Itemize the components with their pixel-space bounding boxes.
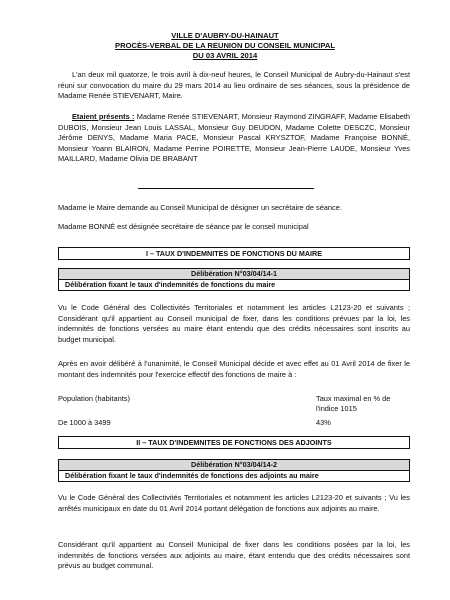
header-town: VILLE D'AUBRY-DU-HAINAUT <box>171 31 279 40</box>
section2-deliberation-box <box>58 459 410 482</box>
section1-decision: Après en avoir délibéré à l'unanimité, le Conseil Municipal décide et avec effet au 01 Avril 2014 de fixer le montant des indemnités pour l'exercice effectif des fonctions de maire à : <box>58 359 410 379</box>
secretaire-designation: Madame BONNÉ est désignée secrétaire de séance par le conseil municipal <box>58 222 309 231</box>
separator-line <box>138 188 314 189</box>
presents-list: Madame Renée STIEVENART, Monsieur Raymond ZINGRAFF, Madame Elisabeth DUBOIS, Monsieur Jean Louis LASSAL, Monsieur Guy DEUDON, Madame Colette DESCZC, Monsieur Jérôme DENYS, Madame Maria PACE, Monsieur Pascal KRYSZTOF, Madame Françoise BONNÉ, Monsieur Yoann BLAIRON, Madame Perrine POIRETTE, Monsieur Jean-Pierre LAUDE, Monsieur Yves MAILLARD, Madame Olivia DE BRABANT <box>58 112 410 164</box>
population-header: Population (habitants) <box>58 394 130 403</box>
section2-delib-number: Délibération N°03/04/14-2 <box>59 460 409 471</box>
header-date: DU 03 AVRIL 2014 <box>192 51 258 60</box>
section1-considerant: Vu le Code Général des Collectivités Territoriales et notamment les articles L2123-20 et suivants ; Considérant qu'il appartient au Conseil municipal de fixer, dans les conditions prévues par la loi, les indemnités de fonctions versées au maire étant entendu que des crédits nécessaires sont inscrits au budget municipal. <box>58 303 410 344</box>
section1-table-header <box>58 394 410 413</box>
section2-delib-subject: Délibération fixant le taux d'indemnités de fonctions des adjoints au maire <box>65 471 319 480</box>
section1-table-row <box>58 418 410 428</box>
secretaire-request: Madame le Maire demande au Conseil Municipal de désigner un secrétaire de séance. <box>58 203 342 212</box>
population-value: De 1000 à 3499 <box>58 418 111 427</box>
intro-paragraph: L'an deux mil quatorze, le trois avril à dix-neuf heures, le Conseil Municipal de Aubry-du-Hainaut s'est réuni sur convocation du maire du 29 mars 2014 au lieu ordinaire de ses séances, sous la présidence de Madame Renée STIEVENART, Maire. <box>58 70 410 101</box>
section1-delib-subject: Délibération fixant le taux d'indemnités de fonctions du maire <box>65 280 276 289</box>
section1-title: I – TAUX D'INDEMNITES DE FONCTIONS DU MAIRE <box>58 247 410 260</box>
taux-value: 43% <box>316 418 331 427</box>
section2-title: II – TAUX D'INDEMNITES DE FONCTIONS DES ADJOINTS <box>58 436 410 449</box>
taux-header: Taux maximal en % de l'indice 1015 <box>316 394 391 413</box>
presents-label: Etaient présents : <box>72 112 135 121</box>
section1-deliberation-box <box>58 268 410 291</box>
header-title: PROCÈS-VERBAL DE LA REUNION DU CONSEIL MUNICIPAL <box>115 41 335 50</box>
section1-delib-number: Délibération N°03/04/14-1 <box>59 269 409 280</box>
section2-vu: Vu le Code Général des Collectivités Territoriales et notamment les articles L2123-20 et suivants ; Vu les arrêtés municipaux en date du 01 Avril 2014 portant délégation de fonctions aux adjoints au maire. <box>58 493 410 513</box>
section2-considerant: Considérant qu'il appartient au Conseil Municipal de fixer dans les conditions posées par la loi, les indemnités de fonctions versées aux adjoints au maire, étant entendu que des crédits nécessaires sont prévus au budget communal. <box>58 540 410 571</box>
presents-paragraph <box>58 112 410 165</box>
